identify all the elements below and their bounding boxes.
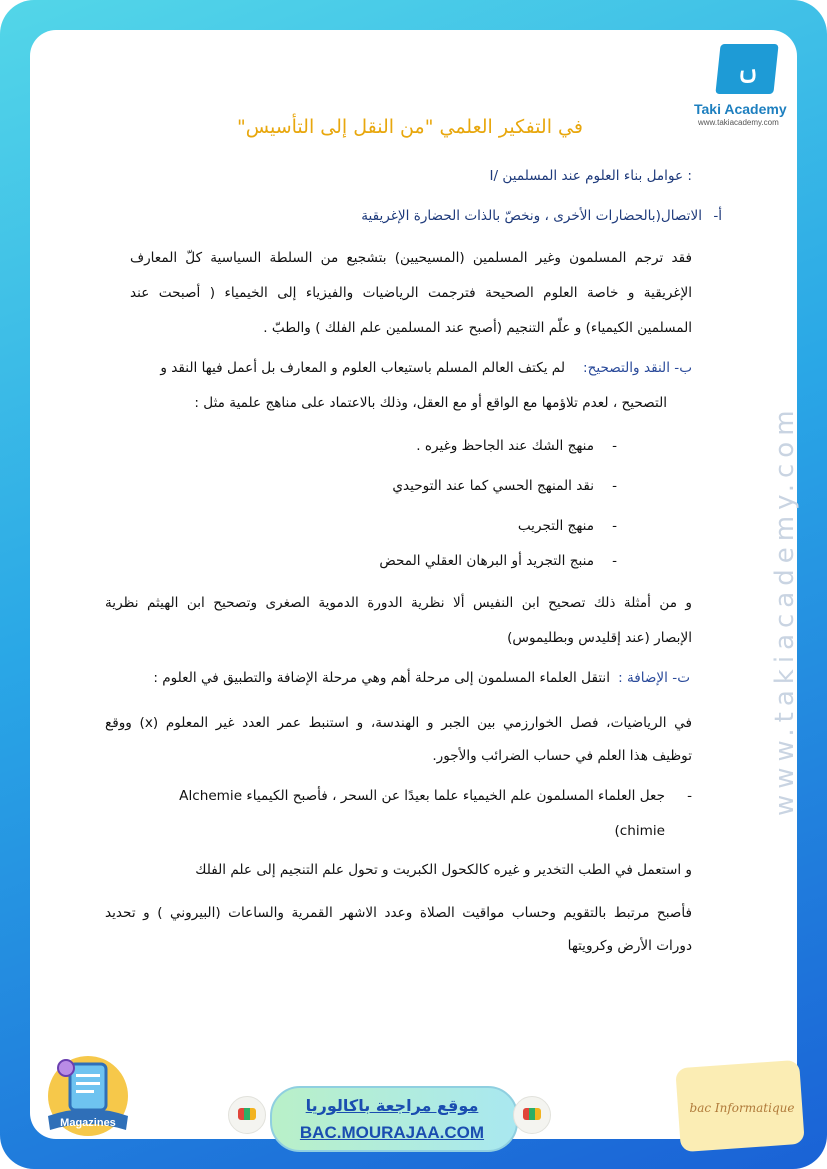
- medicine-line: و استعمل في الطب التخدير و غيره كالكحول الكبريت و تحول علم التنجيم إلى علم الفلك: [195, 862, 692, 878]
- sub-c-label: ت- الإضافة :: [618, 670, 690, 686]
- astro-line-2: دورات الأرض وكرويتها: [567, 938, 692, 954]
- seal-left-icon: [228, 1096, 266, 1134]
- bullet-item: منهج الشك عند الجاحظ وغيره .: [416, 438, 594, 454]
- sub-a-line-3: المسلمين الكيمياء) و علّم التنجيم (أصبح عند المسلمين علم الفلك ) والطبّ .: [263, 320, 692, 336]
- magazines-badge-text: Magazines: [60, 1117, 116, 1129]
- bullet-item: منهج التجريب: [517, 518, 594, 534]
- section-heading: I/ عوامل بناء العلوم عند المسلمين :: [489, 168, 692, 184]
- footer-site-arabic[interactable]: موقع مراجعة باكالوريا: [305, 1096, 479, 1115]
- sub-a-heading: الاتصال(بالحضارات الأخرى ، ونخصّ بالذات الحضارة الإغريقية: [361, 208, 702, 224]
- example-line-1: و من أمثلة ذلك تصحيح ابن النفيس ألا نظرية الدورة الدموية الصغرى وتصحيح ابن الهيثم نظرية: [105, 595, 692, 611]
- bullet-item: منبج التجريد أو البرهان العقلي المحض: [379, 553, 594, 569]
- alchemy-line: جعل العلماء المسلمون علم الخيمياء علما بعيدًا عن السحر ، فأصبح الكيمياء Alchemie: [179, 788, 665, 804]
- sub-a-line-2: الإغريقية و خاصة العلوم الصحيحة فترجمت الرياضيات والفيزياء إلى الخيمياء ( أصبحت عند: [130, 285, 692, 301]
- example-line-2: الإبصار (عند إقليدس وبطليموس): [507, 630, 692, 646]
- sub-b-label: ب- النقد والتصحيح:: [583, 360, 692, 376]
- sub-c-heading: انتقل العلماء المسلمون إلى مرحلة أهم وهي مرحلة الإضافة والتطبيق في العلوم :: [153, 670, 610, 686]
- bullet-item: نقد المنهج الحسي كما عند التوحيدي: [392, 478, 594, 494]
- bullet-dash: -: [612, 518, 617, 534]
- logo-name: Taki Academy: [694, 101, 787, 117]
- site-watermark: www.takiacademy.com: [770, 404, 800, 816]
- bullet-dash: -: [612, 553, 617, 569]
- magazines-badge-icon: [42, 1050, 134, 1142]
- document-title: في التفكير العلمي "من النقل إلى التأسيس": [237, 116, 583, 138]
- astro-line-1: فأصبح مرتبط بالتقويم وحساب مواقيت الصلاة وعدد الاشهر القمرية والساعات (البيروني ) و تحديد: [105, 905, 692, 921]
- sub-b-line-2: التصحيح ، لعدم تلاؤمها مع الواقع أو مع العقل، وذلك بالاعتماد على مناهج علمية مثل :: [194, 395, 667, 411]
- document-page: [30, 30, 797, 1139]
- math-line-2: توظيف هذا العلم في حساب الضرائب والأجور.: [432, 748, 692, 764]
- sub-b-line-1: لم يكتف العالم المسلم باستيعاب العلوم و المعارف بل أعمل فيها النقد و: [160, 360, 565, 376]
- logo-url: www.takiacademy.com: [698, 118, 779, 127]
- bullet-dash: -: [612, 478, 617, 494]
- sub-a-line-1: فقد ترجم المسلمون وغير المسلمين (المسيحيين) بتشجيع من السلطة السياسية كلّ المعارف: [130, 250, 692, 266]
- footer-site-link[interactable]: BAC.MOURAJAA.COM: [299, 1123, 485, 1142]
- seal-right-icon: [513, 1096, 551, 1134]
- alchemy-continuation: (chimie: [614, 823, 665, 839]
- alchemy-dash: -: [687, 788, 692, 804]
- bac-informatique-text: bac Informatique: [689, 1101, 795, 1115]
- math-line-1: في الرياضيات، فصل الخوارزمي بين الجبر و الهندسة، و استنبط عمر العدد غير المعلوم (x) ووقع: [105, 715, 692, 731]
- sub-a-label: أ-: [713, 208, 722, 224]
- logo-glyph-icon: ࢽ: [739, 51, 757, 86]
- bullet-dash: -: [612, 438, 617, 454]
